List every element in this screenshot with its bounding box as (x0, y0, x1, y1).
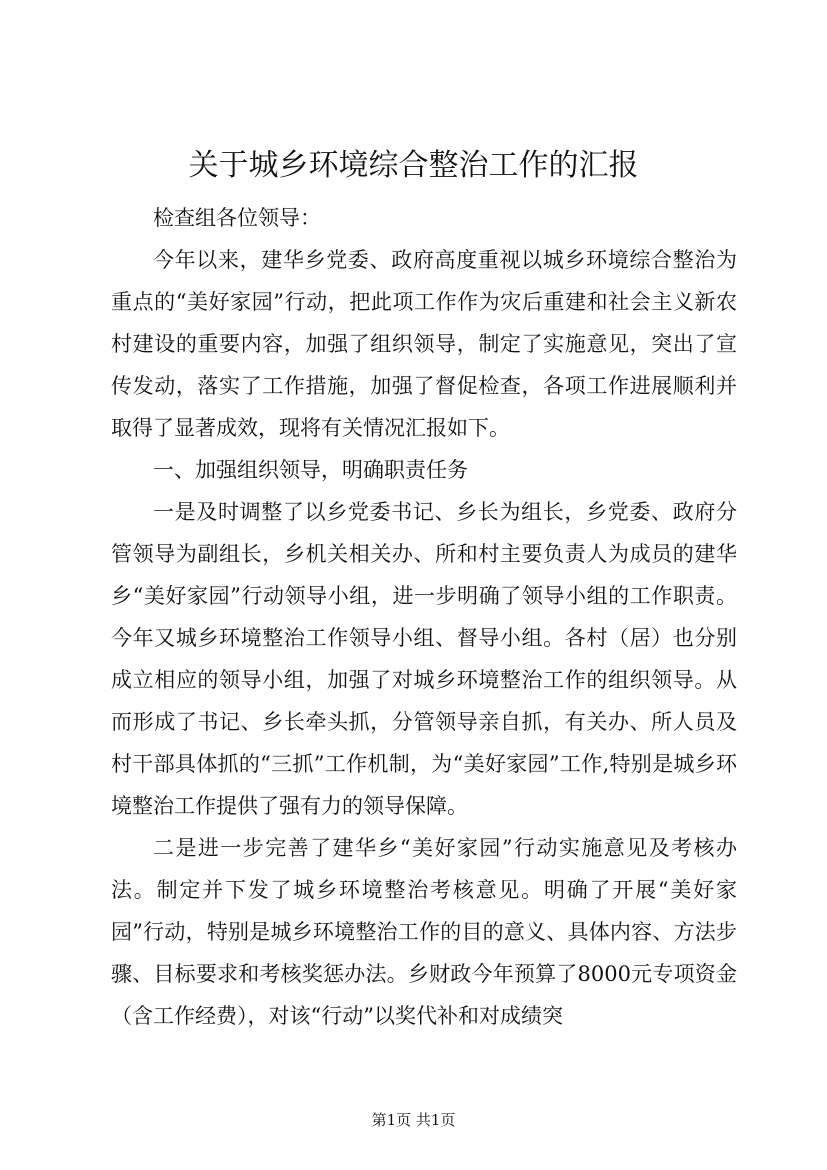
document-body (111, 197, 737, 1037)
document-title: 关于城乡环境综合整治工作的汇报 (188, 148, 639, 183)
salutation: 检查组各位领导： (153, 206, 321, 230)
intro-paragraph: 今年以来，建华乡党委、政府高度重视以城乡环境综合整治为重点的“美好家园”行动，把此项工作作为灾后重建和社会主义新农村建设的重要内容，加强了组织领导，制定了实施意见，突出了宣传发动，落实了工作措施，加强了督促检查，各项工作进展顺利并取得了显著成效，现将有关情况汇报如下。 (111, 248, 737, 440)
section-paragraph-2: 二是进一步完善了建华乡“美好家园”行动实施意见及考核办法。制定并下发了城乡环境整治考核意见。明确了开展“美好家园”行动，特别是城乡环境整治工作的目的意义、具体内容、方法步骤、目标要求和考核奖惩办法。乡财政今年预算了8000元专项资金（含工作经费），对该“行动”以奖代补和对成绩突 (111, 836, 737, 1028)
page-footer: 第1页 共1页 (371, 1111, 456, 1129)
section-paragraph-1: 一是及时调整了以乡党委书记、乡长为组长，乡党委、政府分管领导为副组长，乡机关相关办、所和村主要负责人为成员的建华乡“美好家园”行动领导小组，进一步明确了领导小组的工作职责。今年又城乡环境整治工作领导小组、督导小组。各村（居）也分别成立相应的领导小组，加强了对城乡环境整治工作的组织领导。从而形成了书记、乡长牵头抓，分管领导亲自抓，有关办、所人员及村干部具体抓的“三抓”工作机制，为“美好家园”工作,特别是城乡环境整治工作提供了强有力的领导保障。 (111, 500, 737, 818)
section-heading: 一、加强组织领导，明确职责任务 (153, 458, 468, 482)
